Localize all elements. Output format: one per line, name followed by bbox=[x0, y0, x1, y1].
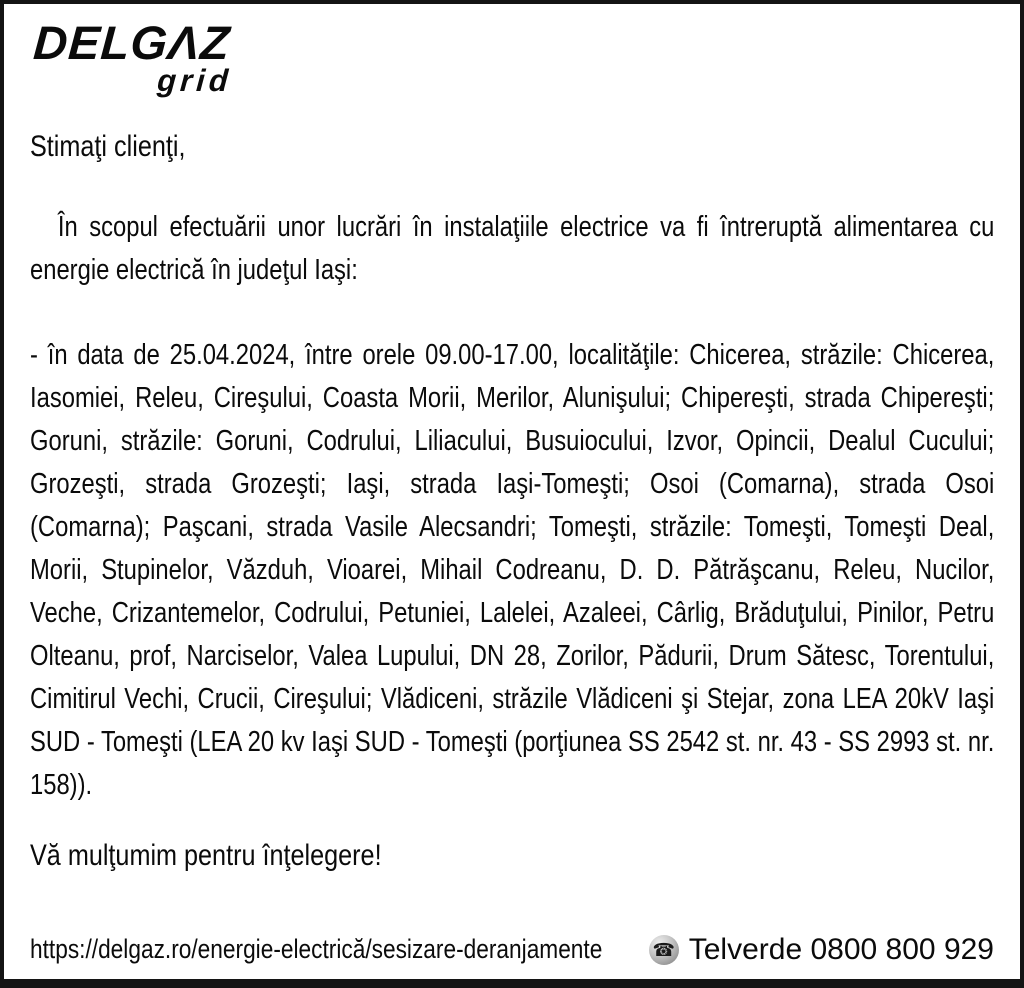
footer-bar bbox=[30, 927, 994, 969]
phone-number-label: Telverde 0800 800 929 bbox=[688, 933, 994, 966]
delgaz-grid-logo bbox=[31, 16, 247, 98]
footer-phone bbox=[649, 933, 994, 967]
closing-line: Vă mulţumim pentru înţelegere! bbox=[30, 839, 382, 872]
intro-paragraph: În scopul efectuării unor lucrări în instalaţiile electrice va fi întreruptă alimentarea cu energie electrică în judeţul Iaşi: bbox=[30, 211, 995, 286]
telephone-icon: ☎ bbox=[649, 935, 679, 965]
footer-url: https://delgaz.ro/energie-electrică/sesizare-deranjamente bbox=[30, 934, 603, 964]
logo-subtext: grid bbox=[156, 63, 234, 98]
greeting-line: Stimaţi clienţi, bbox=[30, 130, 186, 163]
outage-details-paragraph: - în data de 25.04.2024, între orele 09.00-17.00, localităţile: Chicerea, străzile: Chicerea, Iasomiei, Releu, Cireşului, Coasta Morii, Merilor, Alunişului; Chipereşti, strada Chipereşti; Goruni, străzile: Goruni, Codrului, Liliacului, Busuiocului, Izvor, Opincii, Dealul Cucului; Grozeşti, strada Grozeşti; Iaşi, strada Iaşi-Tomeşti; Osoi (Comarna), strada Osoi (Comarna); Paşcani, strada Vasile Alecsandri; Tomeşti, străzile: Tomeşti, Tomeşti Deal, Morii, Stupinelor, Văzduh, Vioarei, Mihail Codreanu, D. D. Pătrăşcanu, Releu, Nucilor, Veche, Crizantemelor, Codrului, Petuniei, Lalelei, Azaleei, Cârlig, Brăduţului, Pinilor, Petru Olteanu, prof, Narciselor, Valea Lupului, DN 28, Zorilor, Pădurii, Drum Sătesc, Torentului, Cimitirul Vechi, Crucii, Cireşului; Vlădiceni, străzile Vlădiceni şi Stejar, zona LEA 20kV Iaşi SUD - Tomeşti (LEA 20 kv Iaşi SUD - Tomeşti (porţiunea SS 2542 st. nr. 43 - SS 2993 st. nr. 158)). bbox=[30, 339, 995, 801]
logo-wordmark: DELGΛZ bbox=[31, 16, 233, 69]
